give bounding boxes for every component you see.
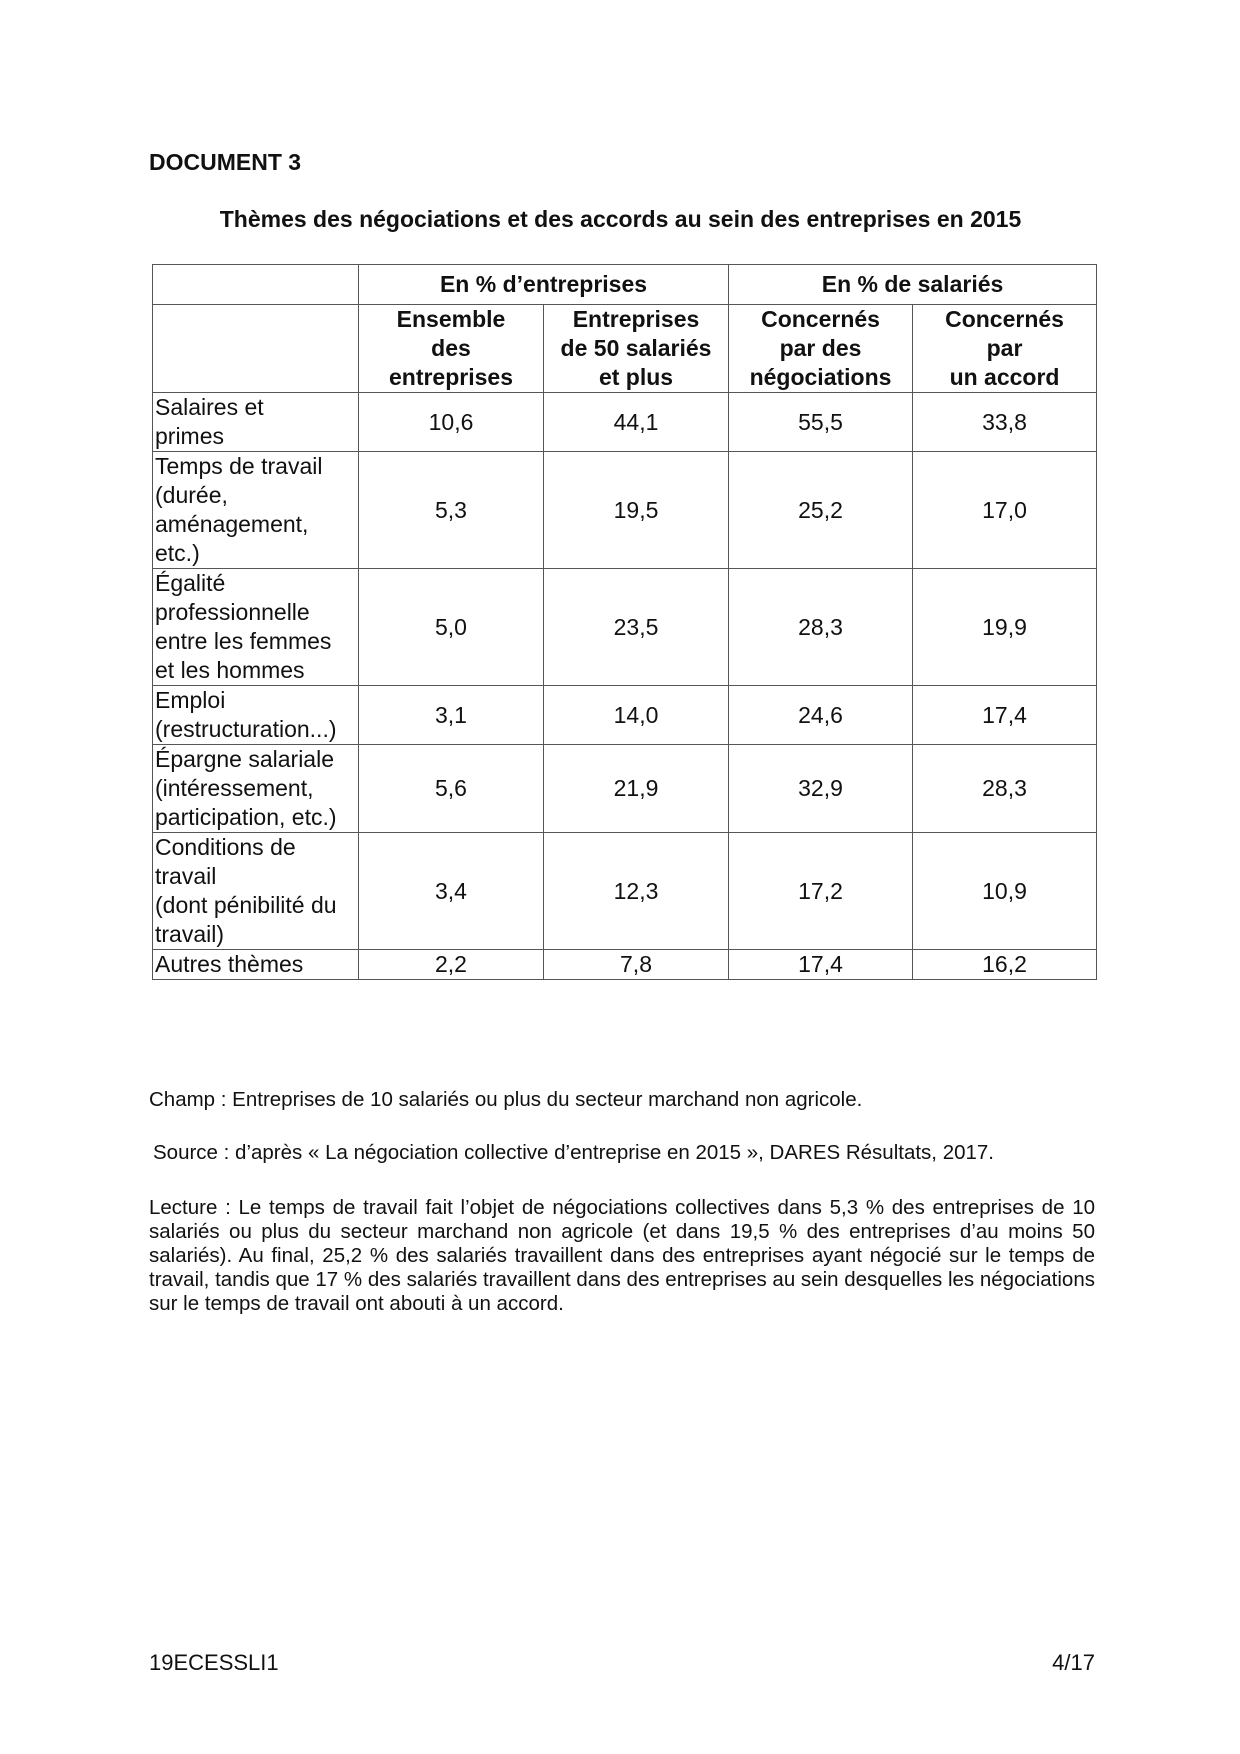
column-header: Ensemble des entreprises	[359, 305, 544, 393]
row-label: Autres thèmes	[153, 950, 359, 980]
document-label: DOCUMENT 3	[149, 149, 302, 175]
table-cell: 2,2	[359, 950, 544, 980]
row-label: Épargne salariale (intéressement, participation, etc.)	[153, 745, 359, 833]
table-cell: 17,4	[729, 950, 913, 980]
table-cell: 5,3	[359, 452, 544, 569]
table-cell: 19,9	[913, 569, 1097, 686]
table-cell: 14,0	[544, 686, 729, 745]
column-header: Entreprises de 50 salariés et plus	[544, 305, 729, 393]
table-cell: 32,9	[729, 745, 913, 833]
reading-note: Lecture : Le temps de travail fait l’objet de négociations collectives dans 5,3 % des entreprises de 10 salariés ou plus du secteur marchand non agricole (et dans 19,5 % des entreprises d’au moins 50 salariés). Au final, 25,2 % des salariés travaillent dans des entreprises ayant négocié sur le temps de travail, tandis que 17 % des salariés travaillent dans des entreprises au sein desquelles les négociations sur le temps de travail ont abouti à un accord.	[149, 1196, 1095, 1315]
table-cell: 19,5	[544, 452, 729, 569]
table-row	[153, 393, 1097, 452]
table-cell: 17,2	[729, 833, 913, 950]
data-table	[152, 264, 1097, 980]
table-row	[153, 950, 1097, 980]
table-cell: 17,0	[913, 452, 1097, 569]
group-header-row	[153, 265, 1097, 305]
empty-label-header	[153, 305, 359, 393]
table-cell: 5,6	[359, 745, 544, 833]
table-cell: 33,8	[913, 393, 1097, 452]
table-cell: 12,3	[544, 833, 729, 950]
table-cell: 16,2	[913, 950, 1097, 980]
exam-code: 19ECESSLI1	[149, 1650, 279, 1675]
table-cell: 10,9	[913, 833, 1097, 950]
table-cell: 17,4	[913, 686, 1097, 745]
page-number: 4/17	[1052, 1650, 1095, 1675]
table-row	[153, 452, 1097, 569]
table-cell: 3,1	[359, 686, 544, 745]
table-row	[153, 745, 1097, 833]
table-cell: 10,6	[359, 393, 544, 452]
empty-corner-cell	[153, 265, 359, 305]
table-cell: 3,4	[359, 833, 544, 950]
row-label: Emploi (restructuration...)	[153, 686, 359, 745]
row-label: Temps de travail (durée, aménagement, etc.)	[153, 452, 359, 569]
table-cell: 25,2	[729, 452, 913, 569]
source-note: Source : d’après « La négociation collective d’entreprise en 2015 », DARES Résultats, 2017.	[153, 1141, 995, 1164]
table-cell: 21,9	[544, 745, 729, 833]
column-header-row	[153, 305, 1097, 393]
row-label: Conditions de travail (dont pénibilité du travail)	[153, 833, 359, 950]
table-cell: 23,5	[544, 569, 729, 686]
group-header-salaries: En % de salariés	[729, 265, 1097, 305]
table-row	[153, 833, 1097, 950]
table-cell: 7,8	[544, 950, 729, 980]
column-header: Concernés par un accord	[913, 305, 1097, 393]
row-label: Égalité professionnelle entre les femmes et les hommes	[153, 569, 359, 686]
table-cell: 28,3	[729, 569, 913, 686]
table-cell: 44,1	[544, 393, 729, 452]
column-header: Concernés par des négociations	[729, 305, 913, 393]
table-cell: 55,5	[729, 393, 913, 452]
scope-note: Champ : Entreprises de 10 salariés ou plus du secteur marchand non agricole.	[149, 1088, 863, 1111]
table-cell: 24,6	[729, 686, 913, 745]
table-row	[153, 686, 1097, 745]
table-row	[153, 569, 1097, 686]
group-header-entreprises: En % d’entreprises	[359, 265, 729, 305]
table-cell: 5,0	[359, 569, 544, 686]
table-title: Thèmes des négociations et des accords au sein des entreprises en 2015	[219, 206, 1022, 232]
row-label: Salaires et primes	[153, 393, 359, 452]
table-cell: 28,3	[913, 745, 1097, 833]
